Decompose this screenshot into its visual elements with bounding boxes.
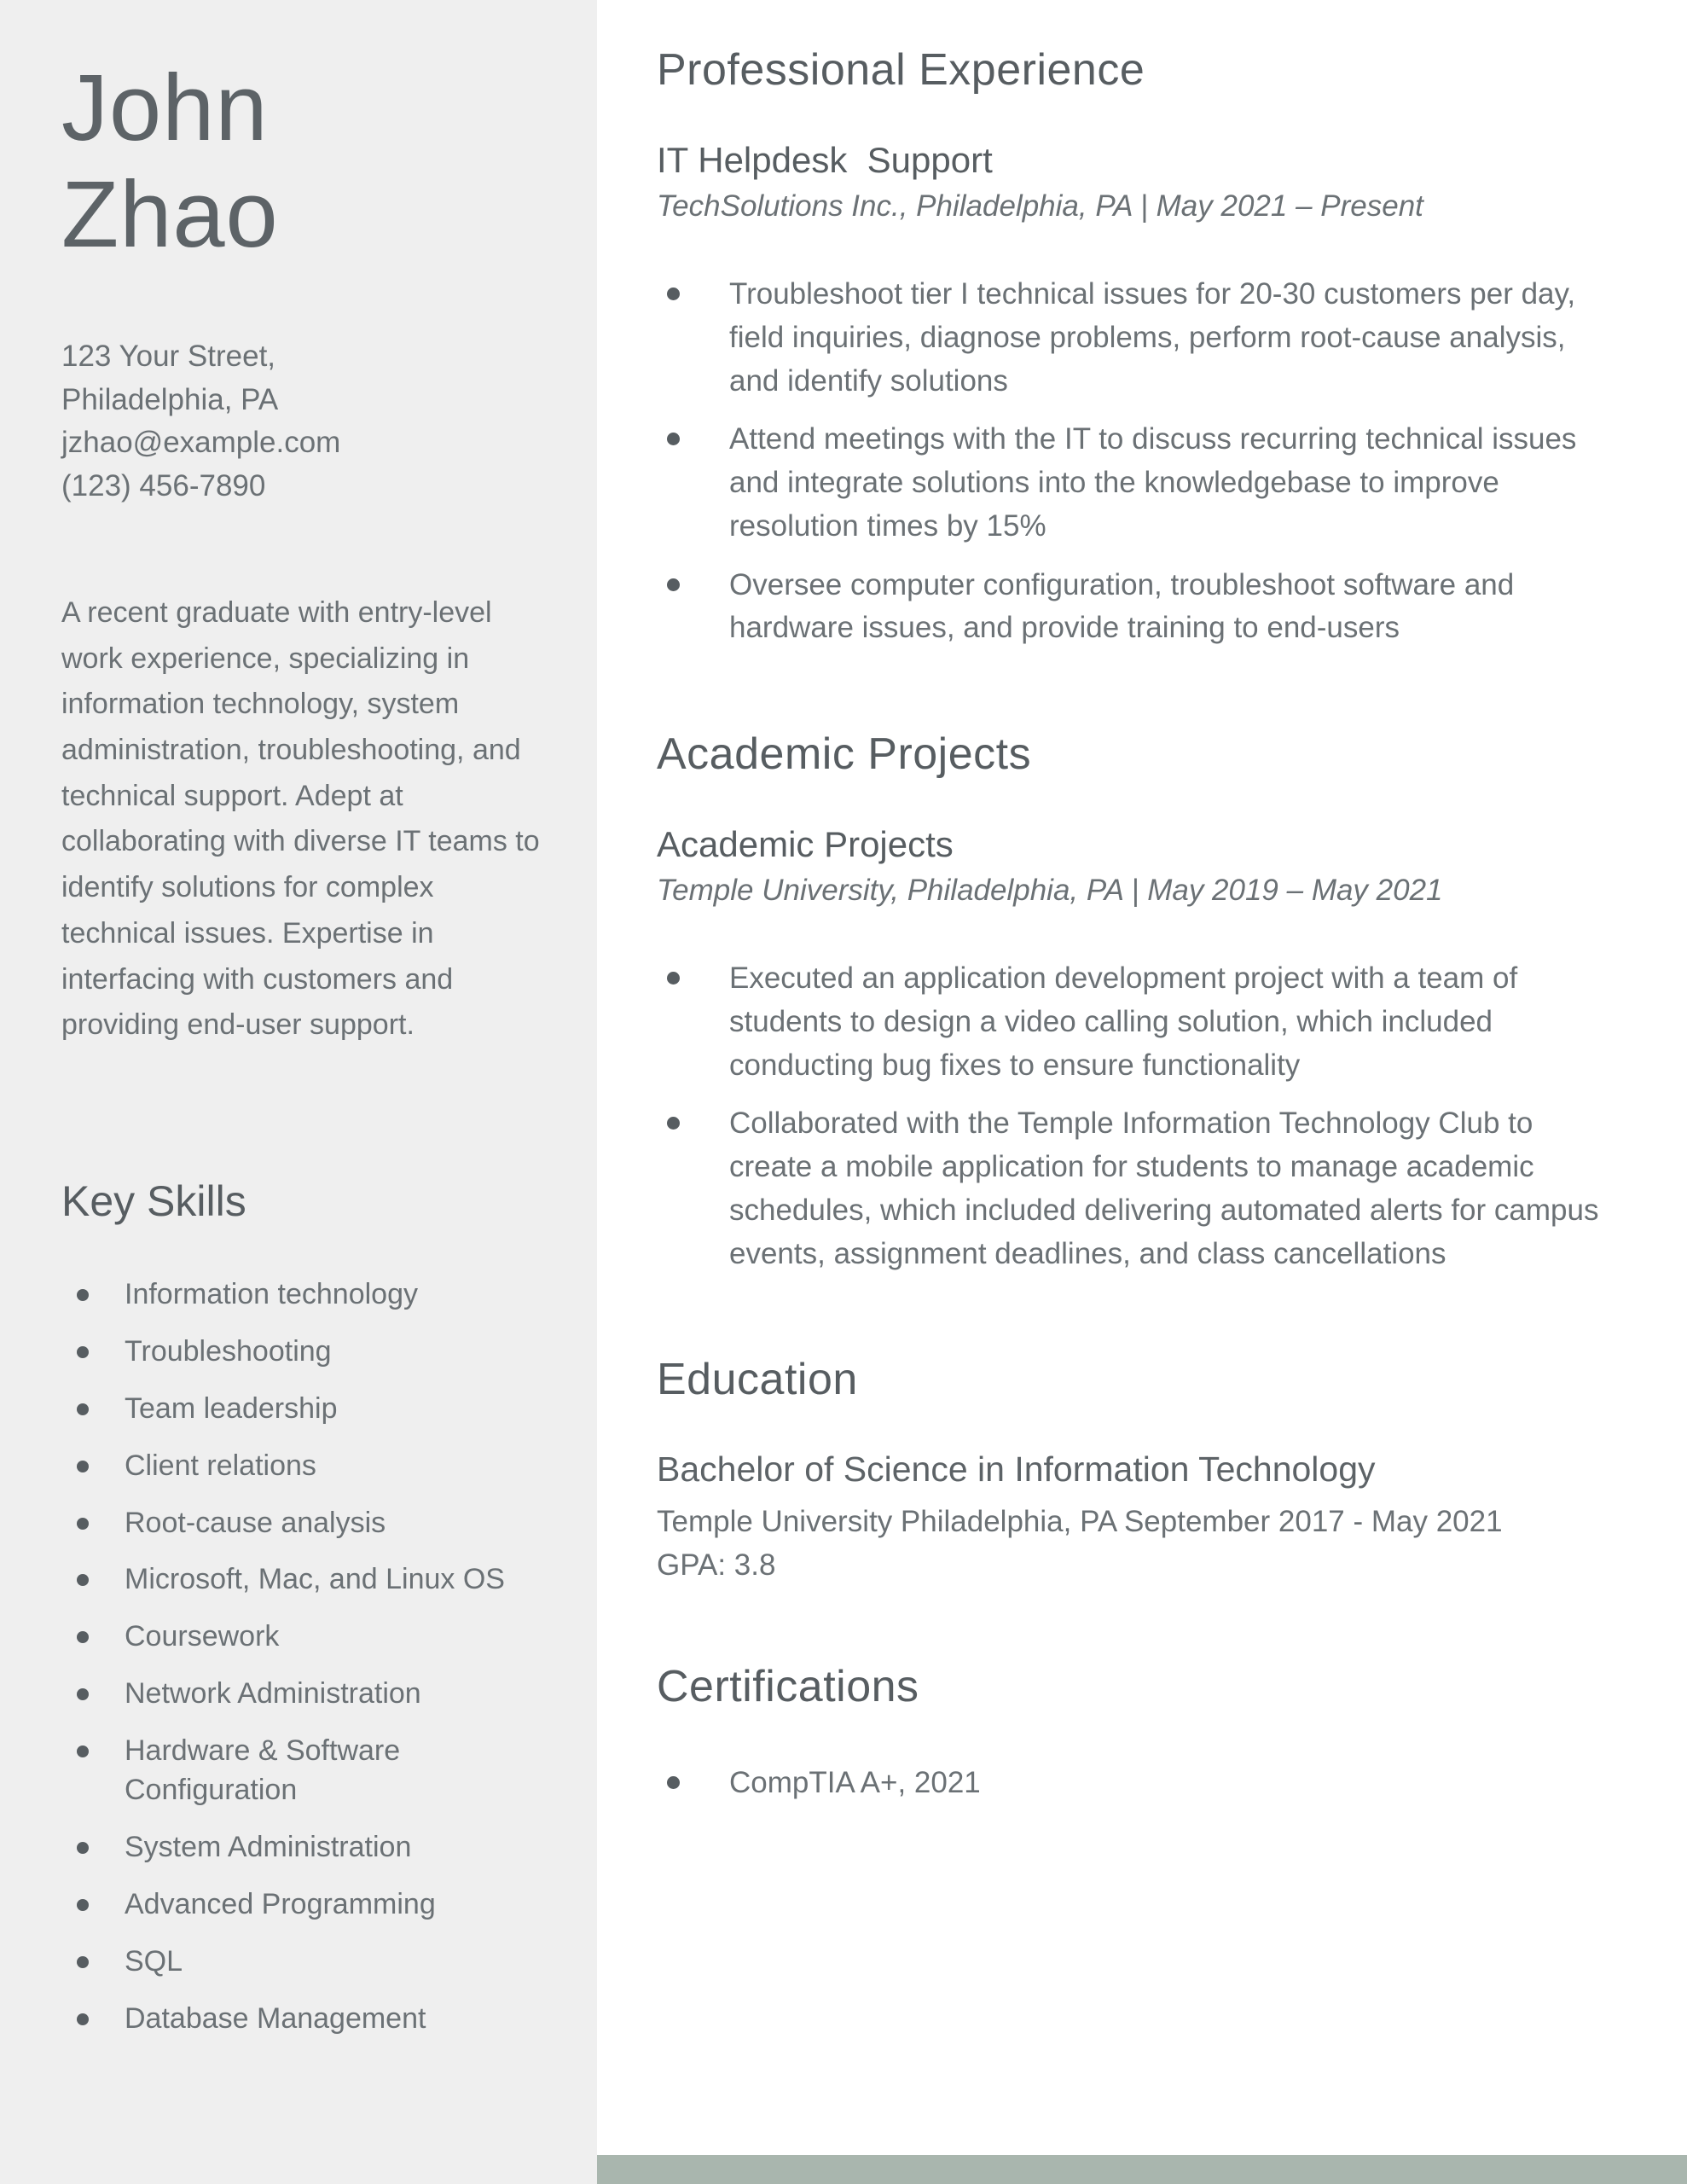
projects-heading: Academic Projects (657, 729, 1032, 779)
section-professional-experience (657, 44, 1606, 650)
skill-label: Microsoft, Mac, and Linux OS (125, 1563, 505, 1596)
bullet-icon (77, 1403, 89, 1415)
skill-item (61, 1885, 548, 1925)
experience-bullet-text: Troubleshoot tier I technical issues for 20-30 customers per day, field inquiries, diagnose problems, perform root-cause analysis, and identify solutions (729, 277, 1576, 398)
main-content (597, 0, 1687, 2184)
skill-item (61, 1447, 548, 1486)
bullet-icon (77, 1842, 89, 1854)
candidate-first-name: John (61, 55, 269, 160)
projects-meta: Temple University, Philadelphia, PA | May 2019 – May 2021 (657, 874, 1443, 907)
job-meta: TechSolutions Inc., Philadelphia, PA | May 2021 – Present (657, 189, 1423, 223)
certification-text: CompTIA A+, 2021 (729, 1765, 981, 1799)
skill-item (61, 1333, 548, 1372)
bullet-icon (667, 1776, 680, 1789)
skill-label: Coursework (125, 1620, 280, 1653)
footer-accent-bar (597, 2155, 1687, 2184)
skill-item (61, 1675, 548, 1714)
education-school: Temple University Philadelphia, PA September 2017 - May 2021 (657, 1505, 1503, 1539)
skill-item (61, 1618, 548, 1657)
education-degree: Bachelor of Science in Information Technology (657, 1449, 1376, 1490)
certifications-heading: Certifications (657, 1661, 919, 1711)
skill-item (61, 1390, 548, 1429)
candidate-last-name: Zhao (61, 162, 279, 268)
experience-bullet (657, 418, 1606, 548)
experience-bullet-text: Attend meetings with the IT to discuss recurring technical issues and integrate solutions into the knowledgebase to improve resolution times by 15% (729, 422, 1577, 543)
candidate-name (61, 55, 548, 269)
project-bullet-text: Collaborated with the Temple Information Technology Club to create a mobile application for students to manage academic schedules, which included delivering automated alerts for campus events, assignment deadlines, and class cancellations (729, 1107, 1599, 1270)
bullet-icon (77, 1574, 89, 1586)
contact-street: 123 Your Street, (61, 339, 276, 373)
bullet-icon (667, 1117, 680, 1130)
experience-bullet (657, 273, 1606, 403)
experience-heading: Professional Experience (657, 45, 1145, 95)
skill-label: Advanced Programming (125, 1887, 436, 1920)
certifications-list (657, 1762, 1606, 1805)
bullet-icon (77, 1956, 89, 1968)
skill-item (61, 1504, 548, 1543)
bullet-icon (667, 288, 680, 300)
sidebar (0, 0, 597, 2184)
bullet-icon (77, 1461, 89, 1472)
project-bullet (657, 957, 1606, 1087)
project-bullet-text: Executed an application development project with a team of students to design a video calling solution, which included conducting bug fixes to ensure functionality (729, 961, 1518, 1082)
skill-item (61, 1560, 548, 1600)
bullet-icon (77, 1745, 89, 1757)
skill-label: Client relations (125, 1449, 316, 1482)
certification-item (657, 1762, 1606, 1805)
section-academic-projects (657, 729, 1606, 1275)
bullet-icon (77, 1346, 89, 1358)
skill-item (61, 1275, 548, 1315)
skill-label: Network Administration (125, 1677, 421, 1711)
section-education (657, 1354, 1606, 1583)
skill-label: Team leadership (125, 1391, 338, 1425)
contact-block (61, 335, 548, 508)
experience-bullets (657, 273, 1606, 650)
education-heading: Education (657, 1355, 858, 1405)
experience-bullet (657, 564, 1606, 651)
bullet-icon (77, 1289, 89, 1301)
skill-item (61, 1828, 548, 1867)
experience-bullet-text: Oversee computer configuration, troubleshoot software and hardware issues, and provide training to end-users (729, 567, 1515, 645)
bullet-icon (667, 433, 680, 445)
skill-label: Information technology (125, 1277, 418, 1310)
bullet-icon (77, 2013, 89, 2025)
skill-item (61, 1943, 548, 1982)
contact-email: jzhao@example.com (61, 426, 341, 460)
bullet-icon (667, 578, 680, 591)
bullet-icon (77, 1899, 89, 1911)
skill-label: Database Management (125, 2001, 426, 2035)
skill-item (61, 1732, 548, 1810)
contact-city: Philadelphia, PA (61, 382, 279, 416)
skill-item (61, 2000, 548, 2039)
projects-bullets (657, 957, 1606, 1275)
skill-label: SQL (125, 1944, 183, 1978)
skill-label: Root-cause analysis (125, 1506, 386, 1539)
key-skills-heading: Key Skills (61, 1176, 246, 1225)
education-gpa: GPA: 3.8 (657, 1548, 776, 1582)
projects-subheading: Academic Projects (657, 824, 954, 864)
bullet-icon (77, 1631, 89, 1643)
bullet-icon (77, 1518, 89, 1530)
job-title: IT Helpdesk Support (657, 140, 993, 180)
skill-label: Hardware & Software Configuration (125, 1734, 401, 1806)
bullet-icon (77, 1688, 89, 1700)
section-certifications (657, 1661, 1606, 1805)
contact-phone: (123) 456-7890 (61, 469, 266, 503)
summary-paragraph: A recent graduate with entry-level work experience, specializing in information technology, system administration, troubleshooting, and technical support. Adept at collaborating with diverse IT teams to identify solutions for complex technical issues. Expertise in interfacing with customers and providing end-user support. (61, 595, 540, 1042)
skill-label: Troubleshooting (125, 1334, 332, 1368)
skill-label: System Administration (125, 1830, 412, 1863)
project-bullet (657, 1102, 1606, 1275)
bullet-icon (667, 972, 680, 985)
skills-list (61, 1275, 548, 2038)
